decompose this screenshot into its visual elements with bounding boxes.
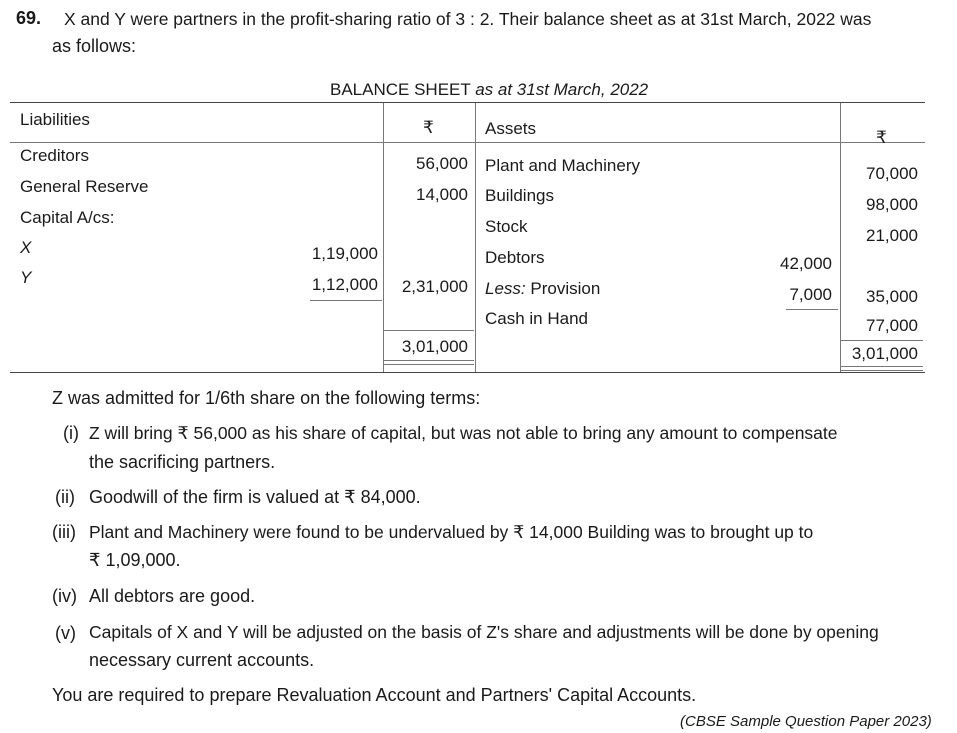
liability-capital-x: X [20, 238, 32, 257]
term-5-line2: necessary current accounts. [89, 650, 315, 670]
asset-buildings: Buildings [485, 186, 554, 205]
term-3-line1: Plant and Machinery were found to be undervalued by ₹ 14,000 Building was to brought up to [89, 522, 814, 542]
term-1-line1: Z will bring ₹ 56,000 as his share of capital, but was not able to bring any amount to compensate [89, 423, 838, 443]
term-label-3: (iii) [52, 522, 76, 542]
term-label-4: (iv) [52, 586, 77, 606]
header-assets: Assets [485, 119, 537, 138]
header-liabilities: Liabilities [20, 110, 90, 129]
liabilities-total-rule-double [384, 364, 474, 365]
liabilities-total-rule-bottom [384, 360, 474, 361]
asset-net-debtors-amount: 35,000 [866, 287, 918, 306]
asset-debtors-amount: 42,000 [780, 254, 832, 273]
asset-less-provision [485, 279, 600, 299]
asset-cash-in-hand-amount: 77,000 [866, 316, 918, 335]
balance-sheet-title-date: as at 31st March, 2022 [475, 80, 649, 99]
balance-sheet-title-main: BALANCE SHEET [330, 80, 471, 99]
assets-total: 3,01,000 [851, 344, 918, 363]
header-bottom-rule [10, 142, 925, 143]
liabilities-total: 3,01,000 [401, 337, 468, 356]
liability-capital-heading: Capital A/cs: [20, 208, 115, 227]
term-2-line1: Goodwill of the firm is valued at ₹ 84,000. [89, 487, 421, 507]
asset-debtors: Debtors [485, 248, 545, 267]
liability-creditors-amount: 56,000 [416, 154, 468, 173]
term-label-2: (ii) [55, 487, 75, 507]
liabilities-total-rule-top [384, 330, 474, 331]
source-citation: (CBSE Sample Question Paper 2023) [680, 713, 932, 730]
asset-less-label: Less: [485, 279, 526, 298]
assets-total-rule-top [841, 340, 923, 341]
balance-sheet-title [330, 80, 648, 100]
header-rupee-left: ₹ [423, 118, 434, 137]
term-label-5: (v) [55, 623, 76, 643]
asset-provision-label: Provision [530, 279, 601, 298]
term-3-line2: ₹ 1,09,000. [89, 550, 181, 570]
term-5-line1: Capitals of X and Y will be adjusted on the basis of Z's share and adjustments will be done by opening [89, 622, 879, 642]
provision-rule [786, 309, 838, 310]
asset-provision-amount: 7,000 [789, 285, 832, 304]
term-label-1: (i) [63, 423, 79, 443]
table-bottom-rule [10, 372, 925, 373]
asset-stock-amount: 21,000 [866, 226, 918, 245]
asset-stock: Stock [485, 217, 528, 236]
asset-cash-in-hand: Cash in Hand [485, 309, 589, 328]
question-intro-line2: as follows: [52, 36, 137, 56]
asset-plant-machinery: Plant and Machinery [485, 156, 640, 175]
asset-plant-machinery-amount: 70,000 [866, 164, 918, 183]
liability-capital-y-amount: 1,12,000 [311, 275, 378, 294]
liability-capital-x-amount: 1,19,000 [311, 244, 378, 263]
capital-subtotal-rule [310, 300, 382, 301]
liability-capital-total: 2,31,000 [401, 277, 468, 296]
terms-intro: Z was admitted for 1/6th share on the following terms: [52, 388, 481, 408]
assets-total-rule-double [841, 370, 923, 371]
question-intro-line1: X and Y were partners in the profit-sharing ratio of 3 : 2. Their balance sheet as at 31st March, 2022 was [64, 9, 872, 29]
assets-total-rule-bottom [841, 366, 923, 367]
liability-general-reserve-amount: 14,000 [416, 185, 468, 204]
term-1-line2: the sacrificing partners. [89, 452, 276, 472]
term-4-line1: All debtors are good. [89, 586, 256, 606]
header-rupee-right: ₹ [876, 128, 887, 147]
liability-general-reserve: General Reserve [20, 177, 149, 196]
asset-buildings-amount: 98,000 [866, 195, 918, 214]
requirement: You are required to prepare Revaluation Account and Partners' Capital Accounts. [52, 685, 697, 705]
table-top-rule [10, 102, 925, 103]
liability-capital-y: Y [20, 268, 32, 287]
col-divider-liab-amount [383, 103, 384, 372]
question-number: 69. [16, 8, 42, 28]
col-divider-center [475, 103, 476, 372]
liability-creditors: Creditors [20, 146, 89, 165]
